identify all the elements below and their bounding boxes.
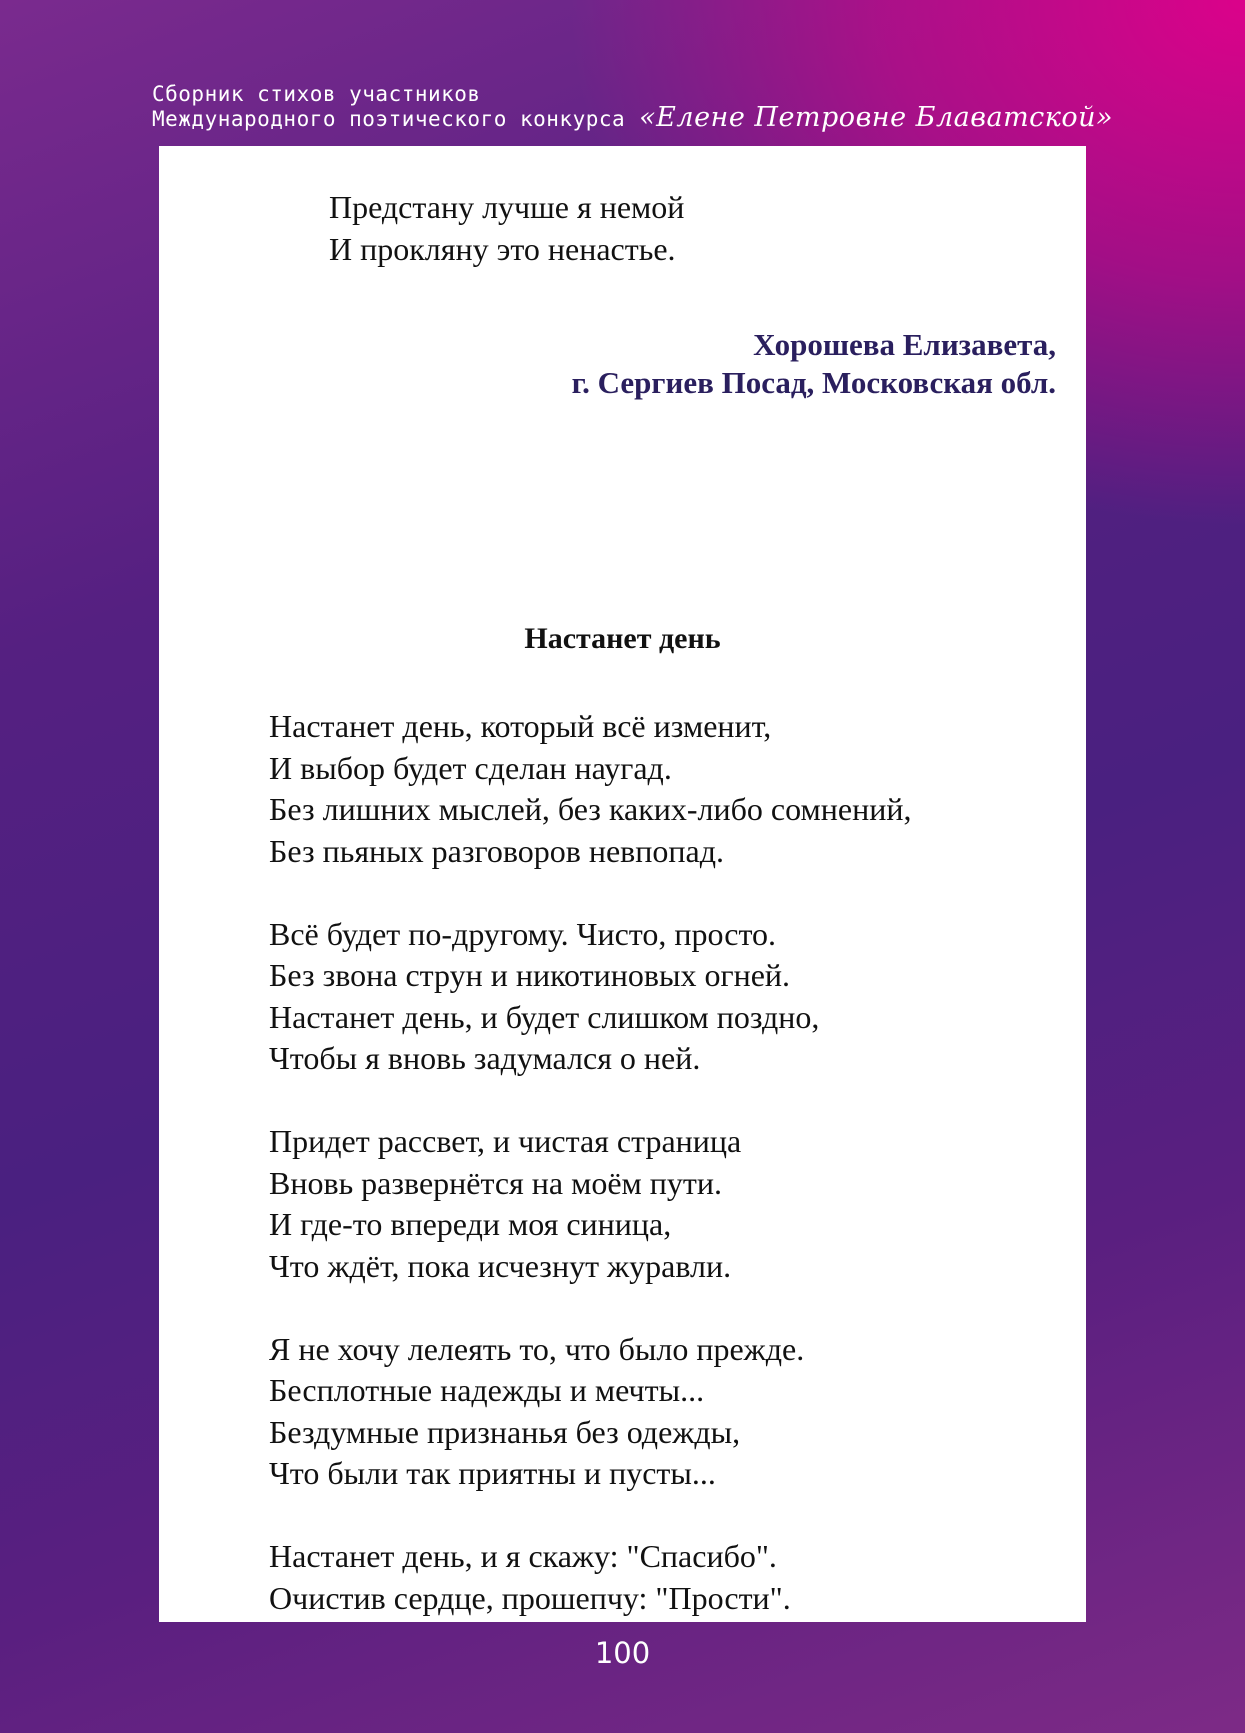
stanza [269, 914, 911, 1080]
verse-line: Бесплотные надежды и мечты... [269, 1372, 705, 1408]
stanza [269, 1121, 911, 1287]
verse-line: Всё будет по-другому. Чисто, просто. [269, 915, 777, 952]
stanza [269, 1329, 911, 1495]
verse-line: Чтобы я вновь задумался о ней. [269, 1040, 701, 1076]
author-name: Хорошева Елизавета, [753, 327, 1056, 362]
verse-line: Без лишних мыслей, без каких-либо сомнений, [269, 791, 912, 827]
header-contest-line [152, 102, 1114, 133]
header-contest-name: «Елене Петровне Блаватской» [639, 102, 1114, 133]
author-signature [572, 326, 1056, 402]
verse-line: Что были так приятны и пусты... [269, 1455, 716, 1491]
verse-line: Придет рассвет, и чистая страница [269, 1123, 742, 1159]
poem-body [269, 706, 911, 1661]
verse-line: И где-то впереди моя синица, [269, 1206, 672, 1242]
previous-poem-ending [329, 186, 684, 270]
author-location: г. Сергиев Посад, Московская обл. [571, 365, 1056, 400]
verse-line: Без пьяных разговоров невпопад. [269, 832, 725, 869]
verse-line: И выбор будет сделан наугад. [269, 749, 672, 786]
book-header [152, 82, 1113, 131]
verse-line: Вновь развернётся на моём пути. [269, 1164, 723, 1201]
verse-line: И прокляну это ненастье. [329, 231, 676, 267]
verse-line: Что ждёт, пока исчезнут журавли. [269, 1247, 732, 1284]
page-number: 100 [594, 1636, 651, 1670]
header-collection-title: Сборник стихов участников [152, 82, 481, 106]
stanza [269, 706, 911, 872]
verse-line: Без звона струн и никотиновых огней. [269, 957, 791, 993]
verse-line: Бездумные признанья без одежды, [269, 1413, 741, 1450]
header-contest-label: Международного поэтического конкурса [152, 107, 626, 131]
verse-line: Очистив сердце, прошепчу: "Прости". [269, 1579, 791, 1616]
verse-line: Настанет день, который всё изменит, [269, 708, 772, 744]
verse-line: Предстану лучше я немой [329, 189, 685, 225]
page-content [159, 146, 1086, 1622]
stanza [269, 1536, 911, 1619]
verse-line: Я не хочу лелеять то, что было прежде. [269, 1330, 805, 1367]
poem-title: Настанет день [524, 622, 721, 655]
verse-line: Настанет день, и будет слишком поздно, [269, 998, 820, 1035]
verse-line: Настанет день, и я скажу: "Спасибо". [269, 1538, 777, 1574]
